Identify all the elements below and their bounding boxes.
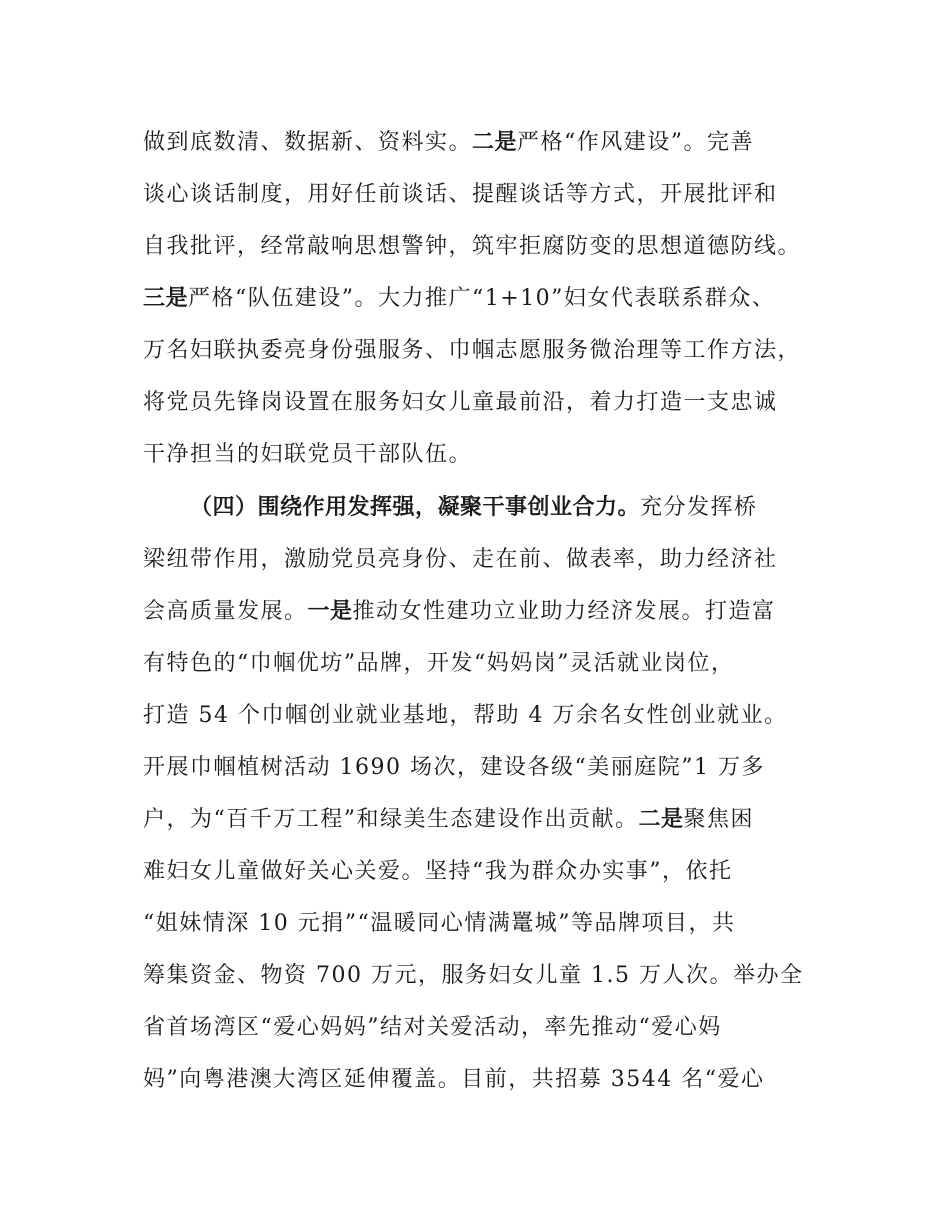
text-run: 推动女性建功立业助力经济发展。打造富 xyxy=(352,599,776,624)
text-run: 充分发挥桥 xyxy=(640,495,758,520)
bold-marker: 二是 xyxy=(638,807,684,832)
bold-marker: 二是 xyxy=(472,130,518,155)
text-run: 聚焦困 xyxy=(683,807,755,832)
text-line: 筹集资金、物资 700 万元，服务妇女儿童 1.5 万人次。举办全 xyxy=(143,963,804,988)
text-line: 打造 54 个巾帼创业就业基地，帮助 4 万余名女性创业就业。 xyxy=(143,703,788,728)
text-run: 户，为“百千万工程”和绿美生态建设作出贡献。 xyxy=(143,807,639,832)
section-heading: （四）围绕作用发挥强，凝聚干事创业合力。 xyxy=(190,495,641,520)
text-line: 省首场湾区“爱心妈妈”结对关爱活动，率先推动“爱心妈 xyxy=(143,1015,722,1040)
text-run: 会高质量发展。 xyxy=(143,599,308,624)
text-line: 难妇女儿童做好关心关爱。坚持“我为群众办实事”，依托 xyxy=(143,859,733,884)
text-line: 将党员先锋岗设置在服务妇女儿童最前沿，着力打造一支忠诚 xyxy=(143,390,778,415)
text-line: 开展巾帼植树活动 1690 场次，建设各级“美丽庭院”1 万多 xyxy=(143,755,765,780)
section-heading-line xyxy=(190,493,890,523)
text-line: 有特色的“巾帼优坊”品牌，开发“妈妈岗”灵活就业岗位， xyxy=(143,651,735,676)
text-line xyxy=(143,597,843,627)
text-run: 严格“队伍建设”。大力推广“1+10”妇女代表联系群众、 xyxy=(188,286,776,311)
text-line: 自我批评，经常敲响思想警钟，筑牢拒腐防变的思想道德防线。 xyxy=(143,234,802,259)
text-run: 严格“作风建设”。完善 xyxy=(517,130,755,155)
text-line: 干净担当的妇联党员干部队伍。 xyxy=(143,442,473,467)
text-line: 妈”向粤港澳大湾区延伸覆盖。目前，共招募 3544 名“爱心 xyxy=(143,1067,765,1092)
bold-marker: 三是 xyxy=(143,286,189,311)
text-line: 万名妇联执委亮身份强服务、巾帼志愿服务微治理等工作方法， xyxy=(143,338,802,363)
text-line xyxy=(143,128,843,158)
bold-marker: 一是 xyxy=(307,599,353,624)
text-line xyxy=(143,805,843,835)
text-line: 谈心谈话制度，用好任前谈话、提醒谈话等方式，开展批评和 xyxy=(143,182,778,207)
text-line xyxy=(143,284,843,314)
text-line: 梁纽带作用，激励党员亮身份、走在前、做表率，助力经济社 xyxy=(143,547,778,572)
text-line: “姐妹情深 10 元捐”“温暖同心情满鼍城”等品牌项目，共 xyxy=(143,911,736,936)
text-run: 做到底数清、数据新、资料实。 xyxy=(143,130,473,155)
